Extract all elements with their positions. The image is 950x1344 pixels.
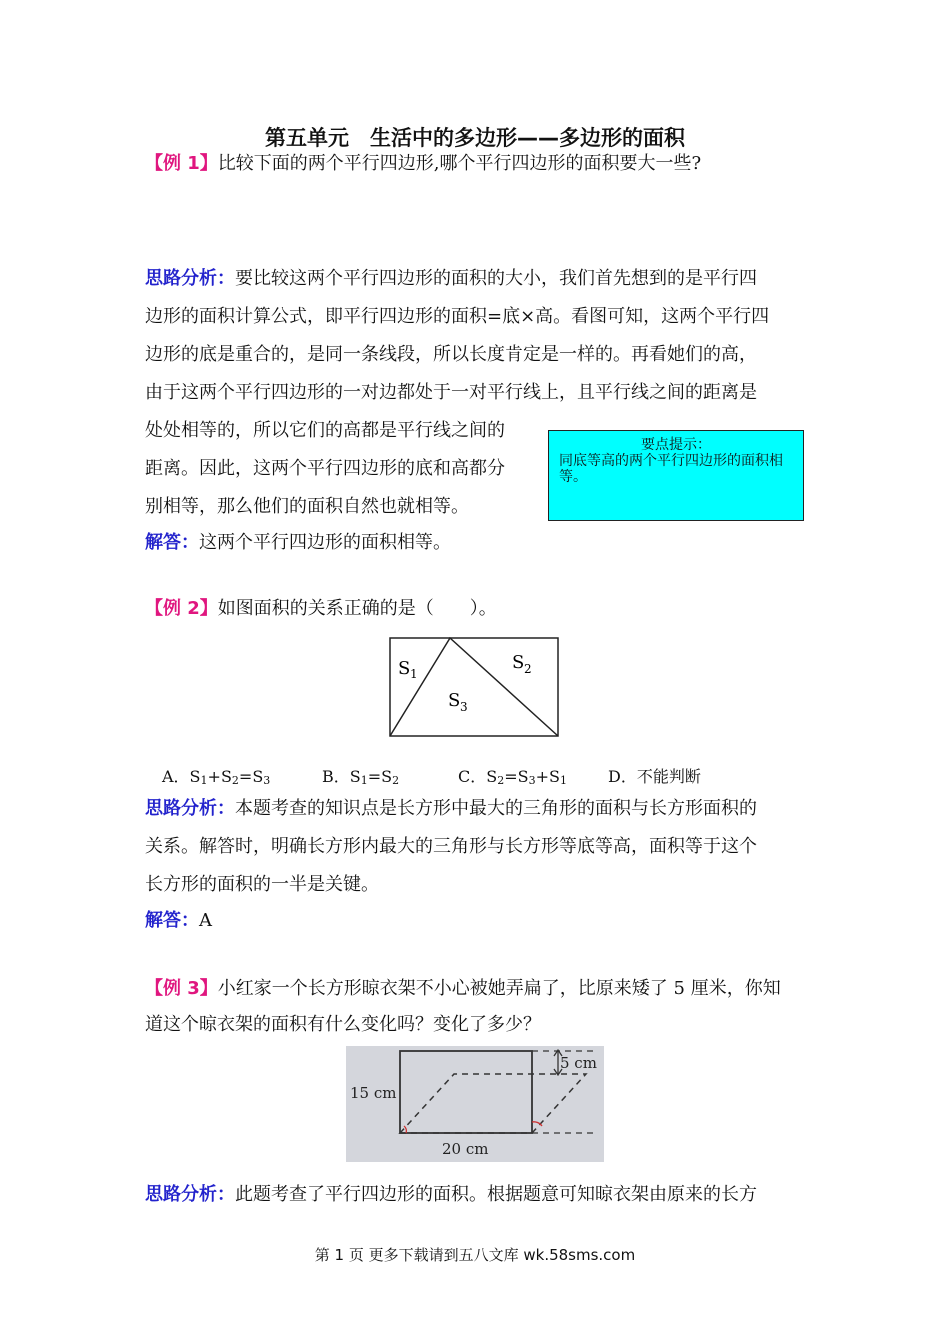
key-point-text: 同底等高的两个平行四边形的面积相等。 [559, 453, 783, 485]
ex1-question-line [145, 153, 701, 175]
angle-mark-left [404, 1126, 406, 1133]
ex1-tag: 【例 1】 [145, 153, 218, 174]
option-d: D．不能判断 [608, 767, 701, 786]
key-point-title: 要点提示： [641, 437, 711, 453]
ex2-answer-line [145, 910, 212, 932]
ex2-answer: A [199, 910, 212, 931]
drying-rack-diagram [346, 1046, 604, 1162]
ex3-question-line-1: 【例 3】小红家一个长方形晾衣架不小心被她弄扁了，比原来矮了 5 厘米，你知 [145, 978, 781, 999]
option-a: A．$S_1+S_2=S_3$ [162, 767, 271, 787]
drying-rack-photo [346, 1046, 604, 1162]
rack-rectangle [400, 1051, 532, 1133]
ex2-question-line [145, 598, 497, 620]
ex1-analysis-text: 要比较这两个平行四边形的面积的大小，我们首先想到的是平行四 [235, 268, 757, 289]
height-label: 15 cm [350, 1084, 397, 1102]
s2-label: S [512, 652, 525, 673]
s2-subscript: 2 [524, 662, 532, 676]
key-point-box [548, 430, 804, 521]
drop-label: 5 cm [560, 1054, 597, 1072]
ex2-analysis-line-3: 长方形的面积的一半是关键。 [145, 874, 379, 895]
ex2-analysis-label: 思路分析： [145, 798, 235, 819]
s1-label: S [398, 658, 411, 679]
page-footer: 第 1 页 更多下载请到五八文库 wk.58sms.com [314, 1246, 636, 1264]
ex2-question: 如图面积的关系正确的是（ ）。 [217, 598, 497, 619]
ex1-analysis-label: 思路分析： [145, 268, 235, 289]
ex1-analysis-line-6: 距离。因此，这两个平行四边形的底和高都分 [145, 458, 505, 479]
s3-subscript: 3 [460, 700, 468, 714]
ex1-analysis-line-4: 由于这两个平行四边形的一对边都处于一对平行线上，且平行线之间的距离是 [145, 382, 757, 403]
ex2-answer-label: 解答： [145, 910, 199, 931]
ex2-analysis-line-1: 思路分析：本题考查的知识点是长方形中最大的三角形的面积与长方形面积的 [145, 798, 757, 819]
ex3-analysis-line: 思路分析：此题考查了平行四边形的面积。根据题意可知晾衣架由原来的长方 [145, 1184, 757, 1205]
ex1-question: 比较下面的两个平行四边形,哪个平行四边形的面积要大一些? [217, 153, 702, 174]
option-b: B．$S_1=S_2$ [322, 767, 400, 787]
ex1-answer-line [145, 532, 451, 554]
ex3-question-line-2: 道这个晾衣架的面积有什么变化吗？变化了多少？ [145, 1014, 541, 1035]
page-title: 第五单元 生活中的多边形——多边形的面积 [265, 126, 685, 150]
ex2-tag: 【例 2】 [145, 598, 218, 619]
ex2-analysis-line-2: 关系。解答时，明确长方形内最大的三角形与长方形等底等高，面积等于这个 [145, 836, 757, 857]
ex1-analysis-line-2: 边形的面积计算公式，即平行四边形的面积=底×高。看图可知，这两个平行四 [145, 306, 770, 327]
option-c: C．$S_2=S_3+S_1$ [458, 767, 567, 787]
angle-mark-right [532, 1122, 542, 1126]
s1-subscript: 1 [410, 667, 418, 681]
rectangle-outline [390, 638, 558, 736]
ex1-analysis-line-7: 别相等，那么他们的面积自然也就相等。 [145, 496, 469, 517]
ex3-analysis-label: 思路分析： [145, 1184, 235, 1205]
ex1-analysis-line-1 [145, 268, 757, 290]
s3-label: S [448, 690, 461, 711]
ex3-tag: 【例 3】 [145, 978, 218, 999]
rack-parallelogram [400, 1074, 586, 1133]
ex1-answer: 这两个平行四边形的面积相等。 [199, 532, 451, 553]
ex1-answer-label: 解答： [145, 532, 199, 553]
base-label: 20 cm [442, 1140, 489, 1158]
rectangle-triangle-figure [388, 636, 560, 738]
ex1-analysis-line-5: 处处相等的，所以它们的高都是平行线之间的 [145, 420, 505, 441]
ex1-analysis-line-3: 边形的底是重合的，是同一条线段，所以长度肯定是一样的。再看她们的高， [145, 344, 757, 365]
